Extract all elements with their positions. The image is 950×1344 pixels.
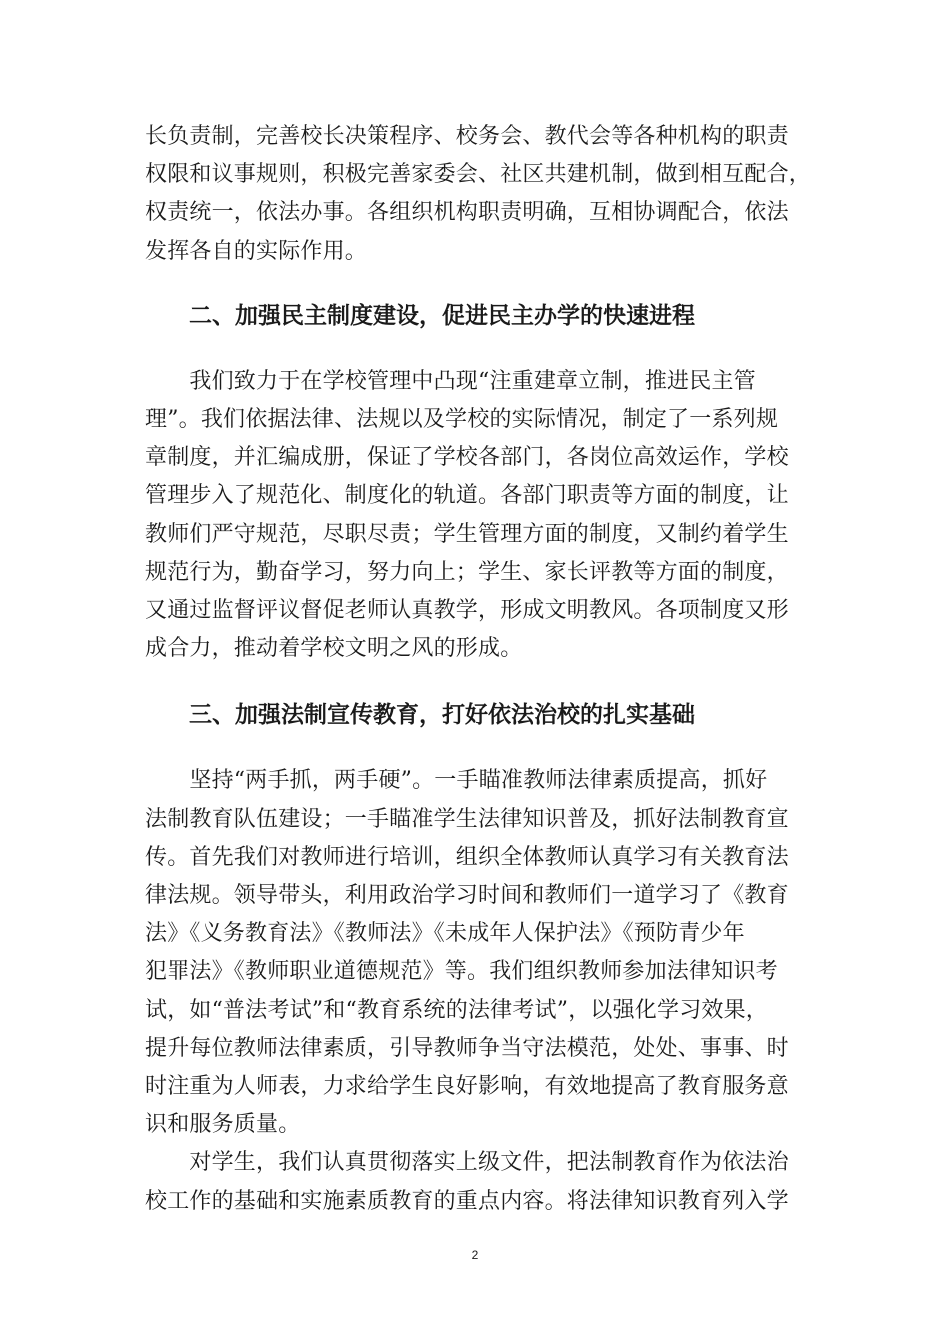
document-body [145, 118, 812, 1221]
text-line: 提升每位教师法律素质，引导教师争当守法模范，处处、事事、时 [145, 1035, 789, 1061]
text-line: 成合力，推动着学校文明之风的形成。 [145, 636, 523, 662]
text-line: 校工作的基础和实施素质教育的重点内容。将法律知识教育列入学 [145, 1188, 789, 1214]
paragraph-democratic-system [145, 363, 805, 669]
text-line: 犯罪法》《教师职业道德规范》等。我们组织教师参加法律知识考 [145, 959, 778, 985]
text-line: 对学生，我们认真贯彻落实上级文件，把法制教育作为依法治 [145, 1150, 789, 1176]
text-line: 发挥各自的实际作用。 [145, 238, 368, 264]
text-line: 权责统一，依法办事。各组织机构职责明确，互相协调配合，依法 [145, 200, 789, 226]
section-heading-3: 三、加强法制宣传教育，打好依法治校的扎实基础 [189, 702, 695, 729]
paragraph-continued [145, 118, 812, 271]
section-heading-2: 二、加强民主制度建设，促进民主办学的快速进程 [189, 302, 695, 329]
text-line: 法制教育队伍建设；一手瞄准学生法律知识普及，抓好法制教育宣 [145, 806, 789, 832]
paragraph-students [145, 1144, 805, 1220]
text-line: 我们致力于在学校管理中凸现“注重建章立制，推进民主管 [145, 368, 756, 394]
text-line: 教师们严守规范，尽职尽责；学生管理方面的制度，又制约着学生 [145, 521, 789, 547]
text-line: 时注重为人师表，力求给学生良好影响，有效地提高了教育服务意 [145, 1074, 789, 1100]
page-number: 2 [471, 1248, 479, 1262]
text-line: 传。首先我们对教师进行培训，组织全体教师认真学习有关教育法 [145, 844, 789, 870]
text-line: 规范行为，勤奋学习，努力向上；学生、家长评教等方面的制度， [145, 559, 789, 585]
text-line: 长负责制，完善校长决策程序、校务会、教代会等各种机构的职责 [145, 124, 789, 149]
text-line: 理”。我们依据法律、法规以及学校的实际情况，制定了一系列规 [145, 407, 779, 433]
text-line: 又通过监督评议督促老师认真教学，形成文明教风。各项制度又形 [145, 598, 789, 624]
paragraph-legal-education [145, 762, 805, 1144]
text-line: 坚持“两手抓，两手硬”。一手瞄准教师法律素质提高，抓好 [145, 768, 768, 794]
text-line: 权限和议事规则，积极完善家委会、社区共建机制，做到相互配合， [145, 162, 812, 188]
text-line: 章制度，并汇编成册，保证了学校各部门，各岗位高效运作，学校 [145, 445, 789, 471]
text-line: 试，如“普法考试”和“教育系统的法律考试”，以强化学习效果， [145, 997, 768, 1023]
text-line: 法》《义务教育法》《教师法》《未成年人保护法》《预防青少年 [145, 921, 745, 947]
text-line: 识和服务质量。 [145, 1112, 301, 1138]
text-line: 管理步入了规范化、制度化的轨道。各部门职责等方面的制度，让 [145, 483, 789, 509]
text-line: 律法规。领导带头，利用政治学习时间和教师们一道学习了《教育 [145, 883, 789, 909]
